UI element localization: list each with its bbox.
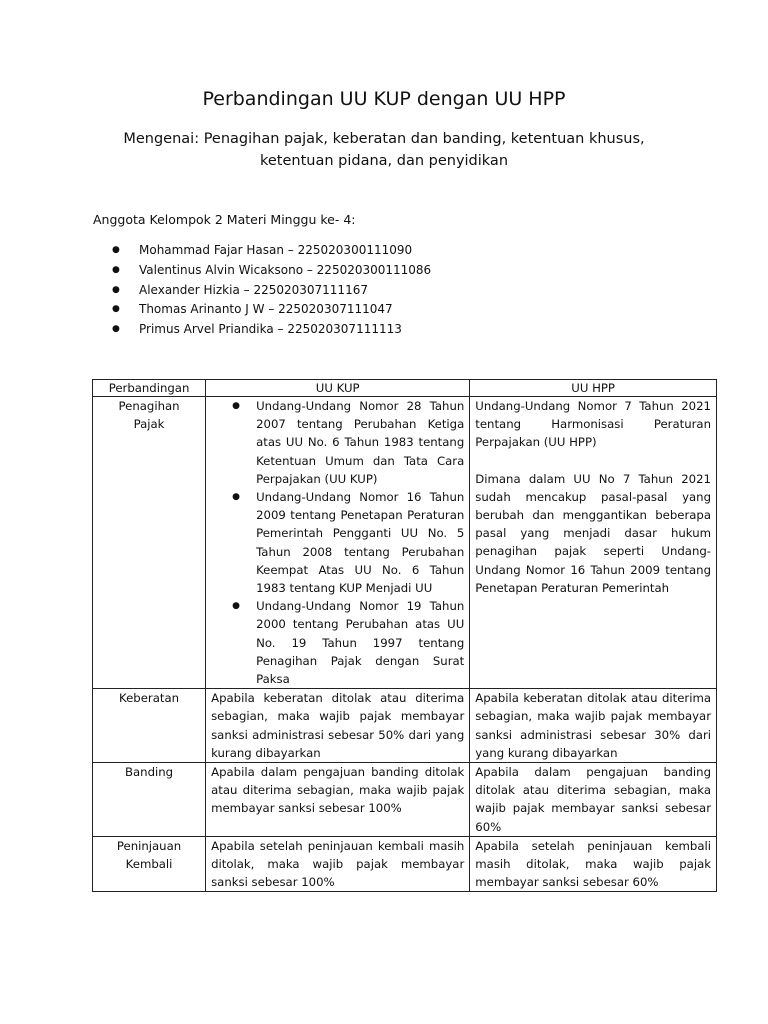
row-label-peninjauan	[93, 836, 206, 892]
member-item: ● Alexander Hizkia – 225020307111167	[112, 281, 431, 301]
row-label-penagihan	[93, 397, 206, 689]
table-row-penagihan	[93, 397, 717, 689]
header-uu-hpp: UU HPP	[470, 380, 717, 397]
member-item: ● Mohammad Fajar Hasan – 225020300111090	[112, 241, 431, 261]
member-item: ● Primus Arvel Priandika – 225020307111113	[112, 320, 431, 340]
table-row-peninjauan	[93, 836, 717, 892]
document-title: Perbandingan UU KUP dengan UU HPP	[202, 88, 566, 110]
kup-cell-keberatan: Apabila keberatan ditolak atau diterima sebagian, maka wajib pajak membayar sanksi administrasi sebesar 50% dari yang kurang dibayarkan	[206, 689, 470, 763]
kup-law-item: ● Undang-Undang Nomor 28 Tahun 2007 tentang Perubahan Ketiga atas UU No. 6 Tahun 1983 tentang Ketentuan Umum dan Tata Cara Perpajakan (UU KUP)	[256, 397, 464, 488]
hpp-cell-penagihan	[470, 397, 717, 689]
table-header-row	[93, 380, 717, 397]
row-label-line: Pajak	[133, 417, 165, 432]
header-uu-kup: UU KUP	[206, 380, 470, 397]
row-label-line: Peninjauan	[116, 838, 182, 853]
hpp-cell-keberatan: Apabila keberatan ditolak atau diterima sebagian, maka wajib pajak membayar sanksi administrasi sebesar 30% dari yang kurang dibayarkan	[470, 689, 717, 763]
row-label-banding: Banding	[93, 763, 206, 837]
table-row-keberatan	[93, 689, 717, 763]
member-item: ● Valentinus Alvin Wicaksono – 225020300111086	[112, 261, 431, 281]
hpp-cell-peninjauan: Apabila setelah peninjauan kembali masih ditolak, maka wajib pajak membayar sanksi sebesar 60%	[470, 836, 717, 892]
kup-law-item: ● Undang-Undang Nomor 16 Tahun 2009 tentang Penetapan Peraturan Pemerintah Pengganti UU No. 5 Tahun 2008 tentang Perubahan Keempat Atas UU No. 6 Tahun 1983 tentang KUP Menjadi UU	[256, 488, 464, 597]
hpp-cell-banding: Apabila dalam pengajuan banding ditolak atau diterima sebagian, maka wajib pajak membayar sanksi sebesar 60%	[470, 763, 717, 837]
kup-cell-penagihan	[206, 397, 470, 689]
kup-cell-banding: Apabila dalam pengajuan banding ditolak atau diterima sebagian, maka wajib pajak membayar sanksi sebesar 100%	[206, 763, 470, 837]
members-heading: Anggota Kelompok 2 Materi Minggu ke- 4:	[93, 212, 356, 227]
subtitle-line-2: ketentuan pidana, dan penyidikan	[259, 153, 509, 169]
member-list	[112, 241, 431, 340]
row-label-line: Kembali	[125, 857, 173, 872]
header-perbandingan: Perbandingan	[93, 380, 206, 397]
table-row-banding	[93, 763, 717, 837]
comparison-table	[92, 379, 717, 892]
kup-law-item: ● Undang-Undang Nomor 19 Tahun 2000 tentang Perubahan atas UU No. 19 Tahun 1997 tentang Penagihan Pajak dengan Surat Paksa	[256, 597, 464, 688]
row-label-keberatan: Keberatan	[93, 689, 206, 763]
subtitle-line-1: Mengenai: Penagihan pajak, keberatan dan banding, ketentuan khusus,	[123, 131, 645, 147]
row-label-line: Penagihan	[118, 399, 180, 413]
kup-cell-peninjauan: Apabila setelah peninjauan kembali masih ditolak, maka wajib pajak membayar sanksi sebesar 100%	[206, 836, 470, 892]
hpp-paragraph: Dimana dalam UU No 7 Tahun 2021 sudah mencakup pasal-pasal yang berubah dan menggantikan beberapa pasal yang menjadi dasar hukum penagihan pajak seperti Undang-Undang Nomor 16 Tahun 2009 tentang Penetapan Peraturan Pemerintah	[475, 471, 711, 595]
member-item: ● Thomas Arinanto J W – 225020307111047	[112, 300, 431, 320]
kup-law-list	[211, 397, 464, 688]
hpp-paragraph: Undang-Undang Nomor 7 Tahun 2021 tentang Harmonisasi Peraturan Perpajakan (UU HPP)	[475, 399, 711, 450]
document-subtitle	[90, 128, 678, 172]
